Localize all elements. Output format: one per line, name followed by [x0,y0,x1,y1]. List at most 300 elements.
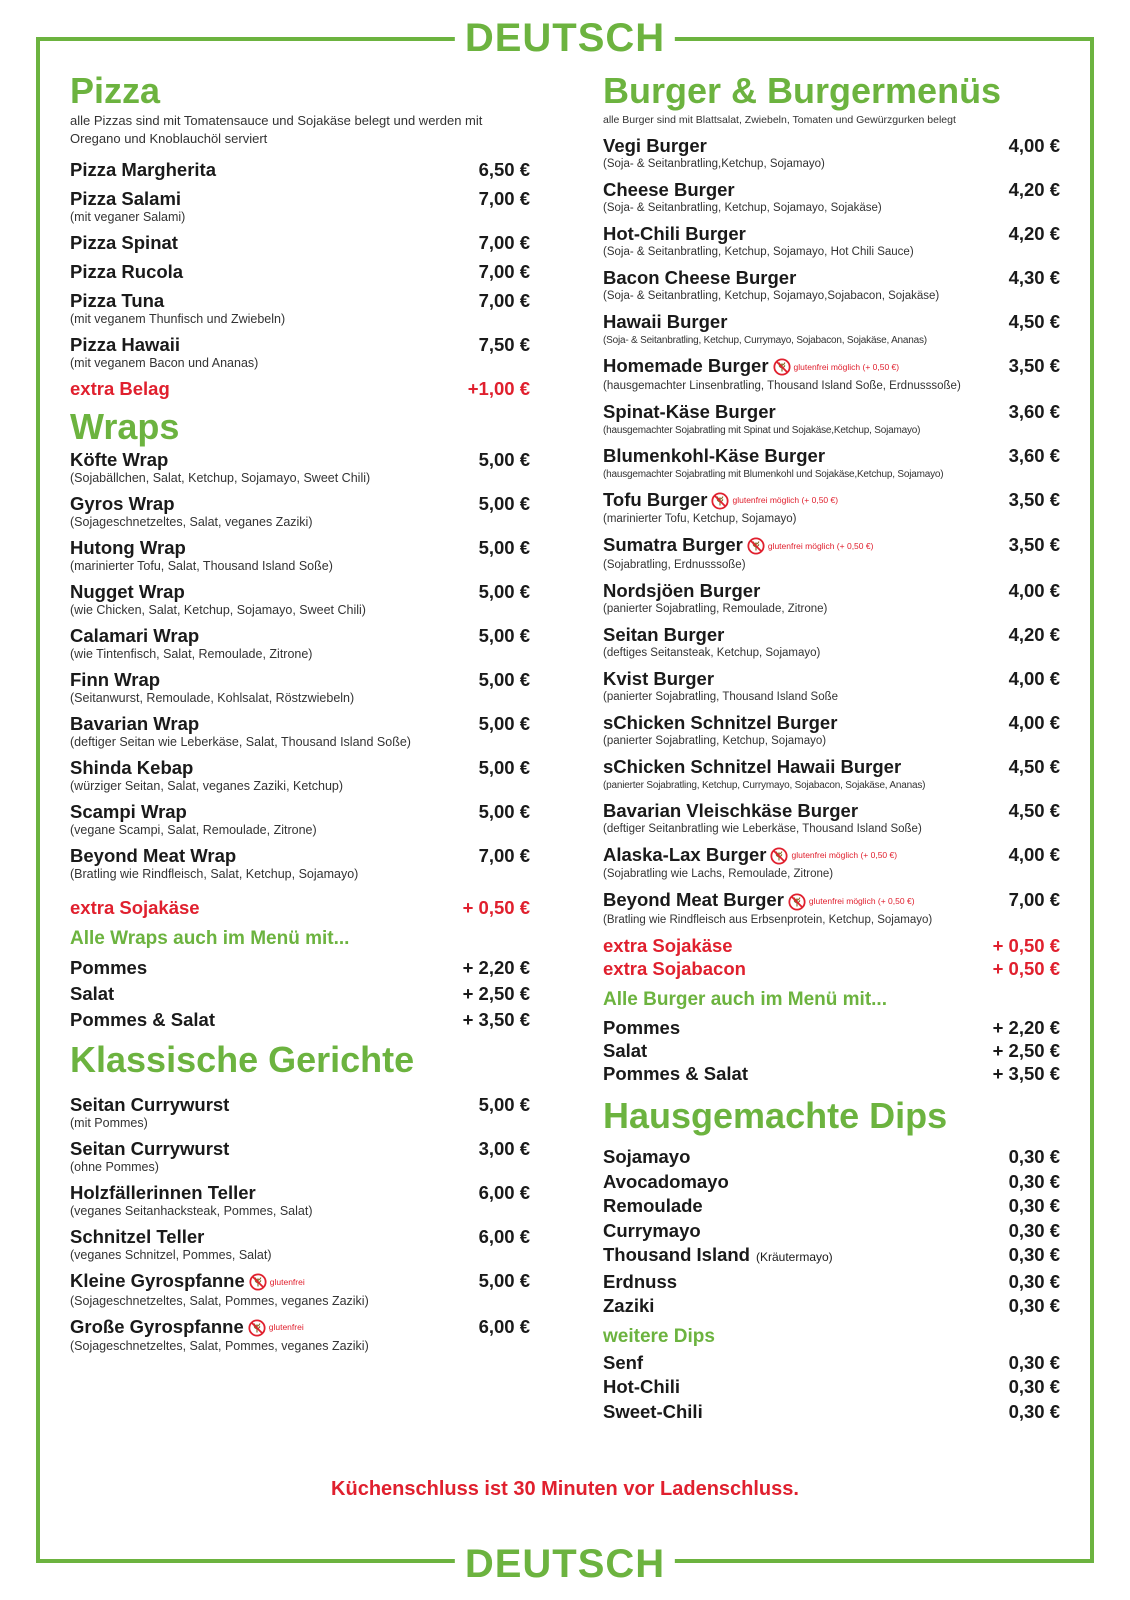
no-gluten-icon [248,1319,266,1337]
menu-item-row [603,533,1060,558]
menu-item-price: 6,00 € [478,1315,530,1337]
menu-item-row [70,289,530,312]
menu-item [603,400,1060,438]
menu-item [603,579,1060,617]
no-gluten-icon [711,492,729,510]
menu-item-row [70,158,530,181]
extra-item [603,934,1060,957]
menu-item [603,711,1060,749]
wraps-menu-heading: Alle Wraps auch im Menü mit... [70,928,350,949]
menu-item-price: 7,00 € [478,290,530,311]
menu-item-price: 4,00 € [1008,667,1060,689]
menu-item-description: (ohne Pommes) [70,1160,159,1174]
no-gluten-icon [249,1273,267,1291]
glutenfree-badge [747,535,874,558]
menu-item-row [70,492,530,515]
menu-item-name: Finn Wrap [70,669,161,690]
glutenfree-badge [248,1316,304,1339]
dip-item [603,1351,1060,1376]
menu-item-price: 7,00 € [478,232,530,253]
extra-row [603,957,1060,980]
menu-item-price: 5,00 € [478,713,530,734]
menu-item-description: (Sojabällchen, Salat, Ketchup, Sojamayo, Sweet Chili) [70,471,371,485]
no-gluten-icon [773,358,791,376]
glutenfree-badge [773,356,900,379]
menu-item [603,843,1060,883]
menu-item-name: Holzfällerinnen Teller [70,1182,256,1203]
menu-item [603,444,1060,482]
menu-item-description: (würziger Seitan, Salat, veganes Zaziki, Ketchup) [70,779,344,793]
menu-item [70,158,530,181]
dip-price: 0,30 € [1008,1295,1060,1317]
glutenfree-label: glutenfrei möglich (+ 0,50 €) [732,495,839,506]
menu-item-name: Pizza Spinat [70,232,178,253]
side-option [70,955,530,981]
menu-item-name: Seitan Burger [603,623,725,645]
menu-item-row [70,1315,530,1340]
menu-item-description: (mit Pommes) [70,1116,148,1130]
burger-list [603,134,1060,928]
menu-item-description: (vegane Scampi, Salat, Remoulade, Zitrone) [70,823,317,837]
menu-item-row [70,536,530,559]
menu-item [70,1181,530,1219]
menu-item [70,333,530,371]
section-title-klassisch: Klassische Gerichte [70,1039,415,1080]
menu-item [70,231,530,254]
menu-item-price: 6,00 € [478,1226,530,1247]
menu-item-description: (Sojageschnetzeltes, Salat, Pommes, veganes Zaziki) [70,1339,369,1354]
menu-item-description: (panierter Sojabratling, Ketchup, Sojamayo) [603,734,827,747]
dip-price: 0,30 € [1008,1270,1060,1292]
dip-item [603,1294,1060,1319]
menu-item-price: 4,50 € [1008,799,1060,821]
menu-item-description: (marinierter Tofu, Ketchup, Sojamayo) [603,513,797,526]
menu-item-price: 7,00 € [478,261,530,282]
menu-item [70,668,530,706]
menu-item-row [70,1225,530,1248]
burger-menu-list [603,1016,1060,1085]
wraps-list [70,448,530,882]
dip-note: (Kräutermayo) [755,1250,833,1265]
menu-item-description: (panierter Sojabratling, Remoulade, Zitrone) [603,602,828,615]
menu-item-row [603,755,1060,778]
menu-item-description: (wie Chicken, Salat, Ketchup, Sojamayo, Sweet Chili) [70,603,366,617]
menu-item-name: Seitan Currywurst [70,1094,230,1115]
menu-item-row [603,799,1060,822]
menu-item-name: Vegi Burger [603,135,707,156]
menu-item-row [603,667,1060,690]
glutenfree-badge [249,1271,305,1294]
dip-price: 0,30 € [1008,1170,1060,1192]
menu-item-price: 5,00 € [478,581,530,602]
menu-item-description: (deftiger Seitanbratling wie Leberkäse, Thousand Island Soße) [603,822,922,835]
menu-item-name: Sumatra Burger glutenfrei möglich (+ 0,50 €) [603,533,873,558]
dip-price: 0,30 € [1008,1376,1060,1398]
menu-item [603,222,1060,260]
menu-item-price: 7,00 € [478,845,530,866]
menu-item [70,1225,530,1263]
menu-item-name: sChicken Schnitzel Hawaii Burger [603,755,902,777]
section-title-dips: Hausgemachte Dips [603,1095,948,1137]
dip-name: Avocadomayo [603,1170,729,1192]
menu-item-row [603,178,1060,201]
menu-item-row [70,580,530,603]
extra-price: +1,00 € [467,378,530,399]
language-banner-bottom: DEUTSCH [455,1542,675,1586]
no-gluten-icon [788,893,806,911]
section-title-pizza: Pizza [70,70,161,111]
menu-item-price: 7,00 € [478,188,530,209]
menu-item-row [70,756,530,779]
menu-item-name: Seitan Currywurst [70,1138,230,1159]
menu-item-name: Gyros Wrap [70,493,175,514]
side-option-name: Pommes [70,957,148,978]
dip-name: Senf [603,1351,644,1373]
menu-item-row [603,222,1060,245]
menu-item-name: Cheese Burger [603,179,735,200]
menu-item-row [70,1181,530,1204]
glutenfree-badge [711,489,838,512]
menu-item-description: (mit veganer Salami) [70,210,186,224]
glutenfree-badge [770,844,897,867]
glutenfree-label: glutenfrei [269,1276,305,1287]
section-note-pizza: alle Pizzas sind mit Tomatensauce und Sojakäse belegt und werden mit Oregano und Knoblauchöl serviert [70,113,483,146]
menu-item [603,623,1060,661]
menu-item [603,888,1060,928]
menu-item-price: 5,00 € [478,669,530,690]
side-option-price: + 3,50 € [462,1009,530,1030]
section-title-wraps: Wraps [70,406,180,447]
menu-item-price: 3,50 € [1008,534,1060,556]
kitchen-closing-note: Küchenschluss ist 30 Minuten vor Ladenschluss. [331,1478,799,1500]
menu-item [70,260,530,283]
menu-item-description: (Sojageschnetzeltes, Salat, veganes Zaziki) [70,515,313,529]
menu-item [70,800,530,838]
menu-item-row [603,623,1060,646]
menu-item-row [70,231,530,254]
menu-item-name: Hot-Chili Burger [603,223,746,244]
extra-name: extra Sojakäse [70,897,200,918]
glutenfree-label: glutenfrei möglich (+ 0,50 €) [767,540,874,551]
menu-item-description: (Sojabratling wie Lachs, Remoulade, Zitrone) [603,868,834,881]
menu-item-price: 5,00 € [478,757,530,778]
extra-name: extra Sojabacon [603,958,746,980]
menu-item-name: Große Gyrospfanne glutenfrei [70,1315,304,1340]
menu-item-description: (Sojageschnetzeltes, Salat, Pommes, veganes Zaziki) [70,1293,369,1308]
menu-item-row [603,579,1060,602]
burger-menu-heading: Alle Burger auch im Menü mit... [603,989,887,1011]
menu-item-price: 3,60 € [1008,444,1060,466]
menu-item-description: (Soja- & Seitanbratling,Ketchup, Sojamayo) [603,158,825,170]
wraps-extra [70,896,530,919]
menu-item-price: 4,00 € [1008,135,1060,156]
menu-item-description: (mit veganem Bacon und Ananas) [70,356,259,370]
menu-item-description: (deftiger Seitan wie Leberkäse, Salat, Thousand Island Soße) [70,735,411,749]
menu-item-name: Köfte Wrap [70,449,169,470]
menu-item-name: Schnitzel Teller [70,1226,205,1247]
menu-item [603,354,1060,394]
menu-item-row [70,1269,530,1294]
menu-item-row [603,310,1060,333]
dip-item [603,1375,1060,1400]
more-dips-heading: weitere Dips [603,1325,715,1347]
glutenfree-label: glutenfrei [268,1322,304,1333]
menu-item [603,310,1060,348]
menu-item [603,488,1060,528]
menu-item-row [70,448,530,471]
menu-item-name: Pizza Salami [70,188,182,209]
menu-item [70,536,530,574]
menu-item [70,624,530,662]
menu-item-price: 4,50 € [1008,311,1060,332]
menu-item-name: Alaska-Lax Burger glutenfrei möglich (+ 0,50 €) [603,843,897,868]
more-dips-list [603,1351,1060,1425]
pizza-extra [70,377,530,400]
menu-item [70,580,530,618]
menu-item-name: Pizza Margherita [70,159,216,180]
menu-item-name: Kvist Burger [603,667,715,689]
menu-item-row [70,624,530,647]
side-option [603,1062,1060,1085]
extra-name: extra Sojakäse [603,935,733,957]
menu-item-name: Shinda Kebap [70,757,194,778]
dip-name: Remoulade [603,1195,703,1217]
menu-item [70,844,530,882]
menu-item-row [70,187,530,210]
no-gluten-icon [747,537,765,555]
section-title-burger: Burger & Burgermenüs [603,70,1002,111]
dip-item [603,1270,1060,1295]
side-option [603,1039,1060,1062]
menu-item-name: Beyond Meat Burger glutenfrei möglich (+ 0,50 €) [603,888,915,913]
menu-item-description: (Seitanwurst, Remoulade, Kohlsalat, Röstzwiebeln) [70,691,355,705]
menu-item-name: Tofu Burger glutenfrei möglich (+ 0,50 €) [603,488,838,513]
dips-list [603,1145,1060,1319]
wraps-menu-list [70,955,530,1033]
menu-item-description: (Sojabratling, Erdnusssoße) [603,558,746,571]
menu-item-price: 3,00 € [478,1138,530,1159]
menu-item-price: 4,00 € [1008,843,1060,865]
menu-item-price: 3,60 € [1008,400,1060,422]
menu-item-description: (veganes Seitanhacksteak, Pommes, Salat) [70,1204,313,1218]
side-option-name: Salat [70,983,115,1004]
burger-extras [603,934,1060,980]
pizza-list [70,158,530,371]
menu-item [603,134,1060,172]
menu-item-row [70,260,530,283]
dip-item [603,1400,1060,1425]
menu-item [70,289,530,327]
menu-item-price: 4,20 € [1008,179,1060,200]
menu-item-row [603,134,1060,157]
menu-item-name: Spinat-Käse Burger [603,400,776,422]
menu-item-price: 5,00 € [478,625,530,646]
extra-price: + 0,50 € [462,897,530,918]
menu-item-row [603,354,1060,379]
menu-item-price: 4,20 € [1008,623,1060,645]
menu-item-name: Homemade Burger glutenfrei möglich (+ 0,50 €) [603,354,899,379]
menu-item-price: 5,00 € [478,801,530,822]
dip-name: Currymayo [603,1219,701,1241]
menu-item-price: 3,50 € [1008,488,1060,510]
menu-item [70,712,530,750]
side-option-name: Pommes & Salat [603,1063,748,1085]
no-gluten-icon [770,847,788,865]
menu-item-name: Pizza Rucola [70,261,184,282]
menu-item [70,448,530,486]
dip-price: 0,30 € [1008,1351,1060,1373]
menu-item-description: (veganes Schnitzel, Pommes, Salat) [70,1248,272,1262]
side-option-price: + 3,50 € [992,1063,1060,1085]
menu-item-row [603,400,1060,423]
menu-item-description: (hausgemachter Linsenbratling, Thousand Island Soße, Erdnusssoße) [603,379,961,392]
glutenfree-label: glutenfrei möglich (+ 0,50 €) [808,896,915,907]
dip-price: 0,30 € [1008,1146,1060,1168]
side-option-name: Pommes & Salat [70,1009,215,1030]
menu-item [70,1269,530,1309]
menu-item-description: (deftiges Seitansteak, Ketchup, Sojamayo) [603,646,821,659]
menu-item-price: 4,50 € [1008,755,1060,777]
menu-item-description: (panierter Sojabratling, Thousand Island Soße [603,690,839,703]
menu-item-name: Nordsjöen Burger [603,579,761,601]
menu-item-description: (Soja- & Seitanbratling, Ketchup, Currymayo, Sojabacon, Sojakäse, Ananas) [603,335,927,346]
dip-item [603,1145,1060,1170]
menu-item [70,1315,530,1355]
menu-item-name: Pizza Hawaii [70,334,181,355]
dip-name: Thousand Island (Kräutermayo) [603,1244,833,1266]
menu-item-row [70,333,530,356]
side-option [603,1016,1060,1039]
menu-item-description: (hausgemachter Sojabratling mit Spinat und Sojakäse,Ketchup, Sojamayo) [603,424,921,436]
side-option-price: + 2,20 € [462,957,530,978]
menu-item-row [70,668,530,691]
glutenfree-badge [788,890,915,913]
menu-item-description: (marinierter Tofu, Salat, Thousand Island Soße) [70,559,333,573]
menu-item-row [70,1137,530,1160]
dip-item [603,1243,1060,1270]
menu-item-description: (Soja- & Seitanbratling, Ketchup, Sojamayo,Sojabacon, Sojakäse) [603,290,940,302]
dip-item [603,1170,1060,1195]
menu-item-name: Hutong Wrap [70,537,186,558]
menu-item-row [603,711,1060,734]
language-banner-top: DEUTSCH [455,16,675,60]
menu-item-description: (hausgemachter Sojabratling mit Blumenkohl und Sojakäse,Ketchup, Sojamayo) [603,468,944,480]
menu-item-row [603,843,1060,868]
menu-item-name: Hawaii Burger [603,311,728,332]
menu-item-price: 6,50 € [478,159,530,180]
dip-item [603,1219,1060,1244]
menu-item-price: 7,00 € [1008,889,1060,911]
menu-item-name: Blumenkohl-Käse Burger [603,444,826,466]
side-option-price: + 2,20 € [992,1017,1060,1039]
dip-item [603,1194,1060,1219]
side-option-price: + 2,50 € [462,983,530,1004]
menu-item-description: (mit veganem Thunfisch und Zwiebeln) [70,312,286,326]
menu-item [603,178,1060,216]
menu-item-description: (Soja- & Seitanbratling, Ketchup, Sojamayo, Sojakäse) [603,202,882,214]
menu-item-row [603,266,1060,289]
menu-item-price: 7,50 € [478,334,530,355]
menu-item-price: 5,00 € [478,1094,530,1115]
menu-item-row [603,444,1060,467]
menu-item-price: 5,00 € [478,493,530,514]
menu-item-price: 4,20 € [1008,223,1060,244]
side-option-name: Pommes [603,1017,681,1039]
glutenfree-label: glutenfrei möglich (+ 0,50 €) [793,361,900,372]
extra-price: + 0,50 € [992,935,1060,957]
menu-item-row [603,888,1060,913]
section-note-burger: alle Burger sind mit Blattsalat, Zwiebeln, Tomaten und Gewürzgurken belegt [603,114,956,126]
menu-item-price: 3,50 € [1008,355,1060,376]
menu-item-name: Pizza Tuna [70,290,165,311]
menu-item [70,1093,530,1131]
extra-item [603,957,1060,980]
side-option [70,1007,530,1033]
dip-price: 0,30 € [1008,1195,1060,1217]
menu-item-name: Bavarian Vleischkäse Burger [603,799,859,821]
menu-item-row [70,712,530,735]
dip-name: Sojamayo [603,1146,691,1168]
menu-item [70,187,530,225]
dip-name: Hot-Chili [603,1376,681,1398]
menu-item-name: Nugget Wrap [70,581,185,602]
menu-item-row [70,844,530,867]
dip-price: 0,30 € [1008,1244,1060,1266]
dip-price: 0,30 € [1008,1219,1060,1241]
menu-item [603,755,1060,793]
menu-item-name: Kleine Gyrospfanne glutenfrei [70,1269,305,1294]
dip-price: 0,30 € [1008,1400,1060,1422]
menu-item-description: (Bratling wie Rindfleisch, Salat, Ketchup, Sojamayo) [70,867,359,881]
menu-item [70,756,530,794]
glutenfree-label: glutenfrei möglich (+ 0,50 €) [791,850,898,861]
right-column [603,70,1060,1424]
menu-item-price: 4,30 € [1008,267,1060,288]
menu-item-row [70,800,530,823]
menu-item-price: 4,00 € [1008,579,1060,601]
menu-item [603,667,1060,705]
dip-name: Sweet-Chili [603,1400,703,1422]
menu-item-price: 5,00 € [478,449,530,470]
menu-item [603,533,1060,573]
extra-name: extra Belag [70,378,170,399]
dip-name: Zaziki [603,1295,655,1317]
menu-item-name: Calamari Wrap [70,625,200,646]
menu-item-row [603,488,1060,513]
menu-item-description: (Soja- & Seitanbratling, Ketchup, Sojamayo, Hot Chili Sauce) [603,246,914,258]
side-option-name: Salat [603,1040,648,1062]
menu-item-row [70,1093,530,1116]
klassisch-list [70,1093,530,1354]
menu-item [70,1137,530,1175]
menu-item-description: (Bratling wie Rindfleisch aus Erbsenprotein, Ketchup, Sojamayo) [603,914,933,927]
menu-item-description: (panierter Sojabratling, Ketchup, Currymayo, Sojabacon, Sojakäse, Ananas) [603,779,926,791]
menu-item-name: Bacon Cheese Burger [603,267,797,288]
menu-item-price: 4,00 € [1008,711,1060,733]
menu-item-price: 5,00 € [478,537,530,558]
dip-name: Erdnuss [603,1270,678,1292]
menu-item-name: sChicken Schnitzel Burger [603,711,838,733]
menu-item-price: 6,00 € [478,1182,530,1203]
menu-item-name: Bavarian Wrap [70,713,200,734]
side-option [70,981,530,1007]
menu-item-name: Scampi Wrap [70,801,187,822]
menu-item [603,266,1060,304]
menu-item [70,492,530,530]
menu-item-name: Beyond Meat Wrap [70,845,237,866]
menu-item-description: (wie Tintenfisch, Salat, Remoulade, Zitrone) [70,647,313,661]
extra-row [603,934,1060,957]
